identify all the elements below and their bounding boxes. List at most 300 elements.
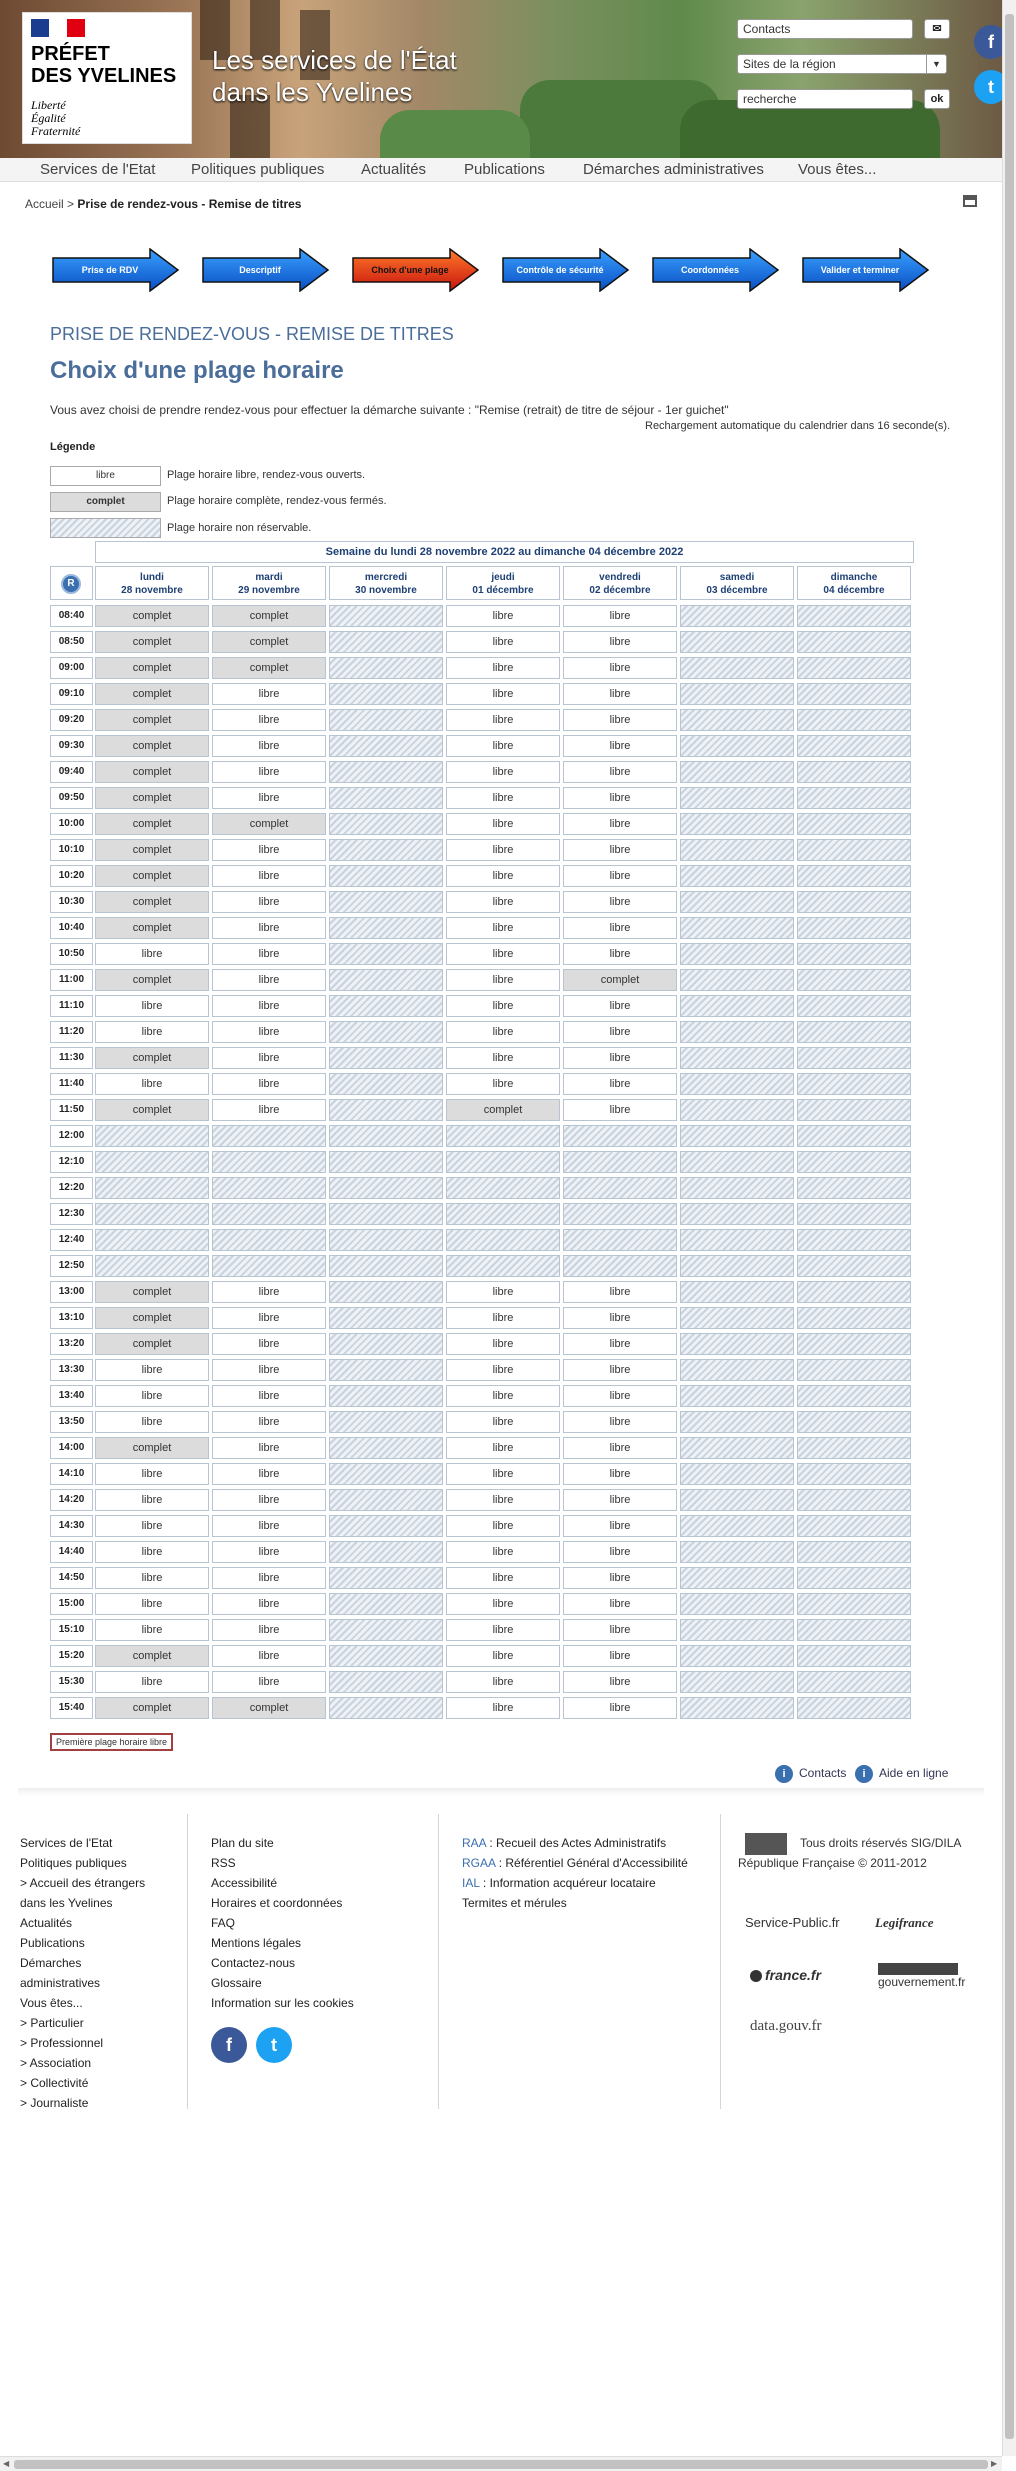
slot-libre[interactable]: libre: [563, 1385, 677, 1407]
slot-libre[interactable]: libre: [563, 1411, 677, 1433]
slot-nonres: [797, 995, 911, 1017]
slot-libre[interactable]: libre: [563, 1567, 677, 1589]
search-button[interactable]: ok: [924, 89, 950, 109]
slot-libre[interactable]: libre: [446, 917, 560, 939]
footer-nav-link[interactable]: Services de l'Etat: [20, 1836, 113, 1850]
footer-nav-link[interactable]: Démarches: [20, 1956, 82, 1970]
slot-libre[interactable]: libre: [563, 1671, 677, 1693]
slot-libre[interactable]: libre: [563, 1437, 677, 1459]
slot-nonres: [680, 1541, 794, 1563]
slot-libre[interactable]: libre: [563, 813, 677, 835]
footer-site-link[interactable]: Horaires et coordonnées: [211, 1896, 343, 1910]
slot-libre[interactable]: libre: [446, 1697, 560, 1719]
slot-nonres: [563, 1151, 677, 1173]
slot-libre[interactable]: libre: [446, 657, 560, 679]
slot-libre[interactable]: libre: [563, 1047, 677, 1069]
footer-divider: [438, 1814, 439, 2109]
step-2[interactable]: [202, 248, 330, 292]
footer-site-link[interactable]: Mentions légales: [211, 1936, 302, 1950]
footer-site-link[interactable]: Information sur les cookies: [211, 1996, 354, 2010]
slot-libre[interactable]: libre: [212, 1411, 326, 1433]
slot-libre[interactable]: libre: [95, 1411, 209, 1433]
slot-libre[interactable]: libre: [95, 1619, 209, 1641]
slot-libre[interactable]: libre: [446, 1567, 560, 1589]
slot-libre[interactable]: libre: [563, 1099, 677, 1121]
slot-complet: complet: [212, 605, 326, 627]
time-label: 12:40: [50, 1229, 93, 1251]
slot-complet: complet: [95, 1047, 209, 1069]
time-label: 14:20: [50, 1489, 93, 1511]
slot-libre[interactable]: libre: [95, 1021, 209, 1043]
slot-libre[interactable]: libre: [446, 1645, 560, 1667]
slot-libre[interactable]: libre: [212, 943, 326, 965]
slot-libre[interactable]: libre: [563, 1645, 677, 1667]
slot-libre[interactable]: libre: [446, 1593, 560, 1615]
slot-libre[interactable]: libre: [563, 1281, 677, 1303]
legend-text-complet: Plage horaire complète, rendez-vous fermés.: [167, 495, 387, 507]
slot-libre[interactable]: libre: [446, 1047, 560, 1069]
slot-nonres: [797, 1229, 911, 1251]
footer-nav-link[interactable]: > Association: [20, 2056, 92, 2070]
footer-info-text: : Référentiel Général d'Accessibilité: [495, 1856, 688, 1870]
step-1[interactable]: [52, 248, 180, 292]
slot-libre[interactable]: libre: [563, 1021, 677, 1043]
slot-nonres: [797, 1177, 911, 1199]
slot-nonres: [329, 1437, 443, 1459]
slot-libre[interactable]: libre: [563, 1359, 677, 1381]
slot-nonres: [680, 1593, 794, 1615]
slot-libre[interactable]: libre: [446, 1463, 560, 1485]
slot-nonres: [680, 1489, 794, 1511]
slot-libre[interactable]: libre: [95, 1385, 209, 1407]
slot-libre[interactable]: libre: [563, 943, 677, 965]
slot-libre[interactable]: libre: [446, 787, 560, 809]
slot-libre[interactable]: libre: [212, 683, 326, 705]
facebook-icon[interactable]: f: [974, 25, 1008, 59]
slot-nonres: [797, 631, 911, 653]
slot-libre[interactable]: libre: [212, 1073, 326, 1095]
slot-libre[interactable]: libre: [563, 735, 677, 757]
footer-site-link[interactable]: Accessibilité: [211, 1876, 278, 1890]
slot-libre[interactable]: libre: [446, 865, 560, 887]
prefecture-logo[interactable]: [22, 12, 192, 144]
day-header-lundi: [95, 566, 209, 600]
time-label: 13:00: [50, 1281, 93, 1303]
slot-libre[interactable]: libre: [95, 1515, 209, 1537]
slot-libre[interactable]: libre: [446, 1619, 560, 1641]
slot-libre[interactable]: libre: [446, 631, 560, 653]
slot-libre[interactable]: libre: [212, 761, 326, 783]
scroll-left-icon[interactable]: ◀: [3, 2459, 10, 2468]
slot-nonres: [329, 709, 443, 731]
day-date: 03 décembre: [706, 585, 768, 596]
slot-libre[interactable]: libre: [446, 813, 560, 835]
slot-libre[interactable]: libre: [446, 709, 560, 731]
slot-libre[interactable]: libre: [563, 605, 677, 627]
refresh-icon[interactable]: R: [61, 574, 81, 594]
slot-libre[interactable]: libre: [212, 735, 326, 757]
slot-nonres: [797, 1541, 911, 1563]
twitter-icon[interactable]: t: [256, 2027, 292, 2063]
step-6[interactable]: [802, 248, 930, 292]
slot-nonres: [329, 1177, 443, 1199]
slot-nonres: [680, 1021, 794, 1043]
slot-libre[interactable]: libre: [446, 1437, 560, 1459]
day-name: mardi: [255, 572, 283, 583]
slot-nonres: [680, 943, 794, 965]
footer-nav-link[interactable]: Vous êtes...: [20, 1996, 83, 2010]
slot-libre[interactable]: libre: [212, 1281, 326, 1303]
slot-nonres: [680, 1203, 794, 1225]
footer-info-link[interactable]: [462, 1893, 688, 1913]
slot-libre[interactable]: libre: [563, 1541, 677, 1563]
slot-nonres: [680, 1463, 794, 1485]
slot-libre[interactable]: libre: [563, 1593, 677, 1615]
day-name: dimanche: [830, 572, 878, 583]
slot-libre[interactable]: libre: [446, 1385, 560, 1407]
nav-demarches[interactable]: Démarches administratives: [583, 161, 764, 178]
time-label: 10:10: [50, 839, 93, 861]
footer-nav-link[interactable]: > Collectivité: [20, 2076, 89, 2090]
time-label: 09:30: [50, 735, 93, 757]
slot-libre[interactable]: libre: [446, 969, 560, 991]
day-header-vendredi: [563, 566, 677, 600]
slot-libre[interactable]: libre: [563, 891, 677, 913]
slot-nonres: [329, 657, 443, 679]
slot-nonres: [797, 657, 911, 679]
footer-nav-link[interactable]: > Accueil des étrangers: [20, 1876, 146, 1890]
slot-nonres: [329, 1203, 443, 1225]
slot-nonres: [797, 1021, 911, 1043]
slot-nonres: [446, 1151, 560, 1173]
slot-libre[interactable]: libre: [212, 1619, 326, 1641]
slot-complet: complet: [95, 605, 209, 627]
slot-libre[interactable]: libre: [95, 1463, 209, 1485]
slot-libre[interactable]: libre: [446, 1021, 560, 1043]
footer-site-link[interactable]: RSS: [211, 1856, 236, 1870]
slot-libre[interactable]: libre: [563, 631, 677, 653]
footer-nav-link[interactable]: > Journaliste: [20, 2096, 89, 2110]
day-date: 30 novembre: [355, 585, 417, 596]
slot-libre[interactable]: libre: [212, 709, 326, 731]
site-title[interactable]: Les services de l'État dans les Yvelines: [212, 45, 457, 107]
horizontal-scrollbar[interactable]: [0, 2456, 1002, 2471]
slot-libre[interactable]: libre: [563, 1515, 677, 1537]
slot-libre[interactable]: libre: [446, 839, 560, 861]
slot-libre[interactable]: libre: [563, 761, 677, 783]
footer-site-link[interactable]: Plan du site: [211, 1836, 274, 1850]
slot-libre[interactable]: libre: [563, 1307, 677, 1329]
slot-complet: complet: [95, 813, 209, 835]
slot-complet: complet: [95, 1333, 209, 1355]
slot-libre[interactable]: libre: [563, 683, 677, 705]
slot-nonres: [329, 1281, 443, 1303]
slot-libre[interactable]: libre: [446, 1073, 560, 1095]
calendar-corner: [50, 566, 93, 600]
header-banner: [0, 0, 1002, 158]
footer-info-link[interactable]: [462, 1853, 688, 1873]
slot-nonres: [329, 865, 443, 887]
slot-libre[interactable]: libre: [446, 1411, 560, 1433]
footer-nav-link[interactable]: Actualités: [20, 1916, 73, 1930]
slot-nonres: [446, 1125, 560, 1147]
slot-libre[interactable]: libre: [563, 787, 677, 809]
time-label: 12:10: [50, 1151, 93, 1173]
slot-libre[interactable]: libre: [563, 1697, 677, 1719]
print-icon[interactable]: [963, 195, 977, 207]
slot-nonres: [797, 1489, 911, 1511]
footer-info-text: : Information acquéreur locataire: [479, 1876, 656, 1890]
vertical-scrollbar-thumb[interactable]: [1005, 14, 1014, 2439]
slot-nonres: [680, 813, 794, 835]
slot-libre[interactable]: libre: [446, 943, 560, 965]
time-label: 14:10: [50, 1463, 93, 1485]
slot-libre[interactable]: libre: [212, 1463, 326, 1485]
slot-libre[interactable]: libre: [563, 657, 677, 679]
slot-libre[interactable]: libre: [212, 865, 326, 887]
slot-libre[interactable]: libre: [212, 1645, 326, 1667]
slot-nonres: [329, 1229, 443, 1251]
vertical-scrollbar[interactable]: [1002, 0, 1016, 2456]
footer-nav-link[interactable]: Publications: [20, 1936, 85, 1950]
slot-libre[interactable]: libre: [212, 1307, 326, 1329]
slot-libre[interactable]: libre: [95, 1359, 209, 1381]
slot-nonres: [797, 813, 911, 835]
slot-nonres: [797, 1645, 911, 1667]
slot-nonres: [680, 657, 794, 679]
slot-libre[interactable]: libre: [212, 1333, 326, 1355]
slot-libre[interactable]: libre: [95, 1593, 209, 1615]
twitter-icon[interactable]: t: [974, 70, 1008, 104]
slot-libre[interactable]: libre: [563, 865, 677, 887]
slot-nonres: [680, 839, 794, 861]
day-name: lundi: [140, 572, 164, 583]
slot-libre[interactable]: libre: [212, 1047, 326, 1069]
footer-nav-link[interactable]: > Professionnel: [20, 2036, 104, 2050]
slot-libre[interactable]: libre: [212, 891, 326, 913]
slot-libre[interactable]: libre: [563, 1619, 677, 1641]
time-label: 10:00: [50, 813, 93, 835]
footer-nav-link[interactable]: dans les Yvelines: [20, 1896, 113, 1910]
slot-libre[interactable]: libre: [563, 995, 677, 1017]
slot-libre[interactable]: libre: [563, 917, 677, 939]
slot-complet: complet: [95, 917, 209, 939]
time-label: 10:30: [50, 891, 93, 913]
slot-nonres: [329, 1593, 443, 1615]
day-header-mardi: [212, 566, 326, 600]
slot-nonres: [797, 1697, 911, 1719]
day-name: vendredi: [599, 572, 641, 583]
slot-complet: complet: [446, 1099, 560, 1121]
slot-libre[interactable]: libre: [563, 1333, 677, 1355]
slot-libre[interactable]: libre: [446, 995, 560, 1017]
slot-libre[interactable]: libre: [446, 1541, 560, 1563]
slot-libre[interactable]: libre: [446, 683, 560, 705]
slot-libre[interactable]: libre: [212, 1489, 326, 1511]
slot-libre[interactable]: libre: [212, 1385, 326, 1407]
footer-nav-link[interactable]: Politiques publiques: [20, 1856, 127, 1870]
slot-libre[interactable]: libre: [212, 1671, 326, 1693]
footer-col-info: [462, 1833, 688, 1913]
slot-nonres: [797, 1333, 911, 1355]
slot-nonres: [329, 1047, 443, 1069]
slot-nonres: [797, 1463, 911, 1485]
breadcrumb-home[interactable]: Accueil: [25, 197, 64, 211]
slot-nonres: [212, 1151, 326, 1173]
nav-vous-etes[interactable]: Vous êtes...: [798, 161, 877, 178]
slot-nonres: [680, 735, 794, 757]
footer-site-link[interactable]: Contactez-nous: [211, 1956, 296, 1970]
slot-nonres: [329, 605, 443, 627]
slot-libre[interactable]: libre: [95, 1073, 209, 1095]
slot-nonres: [797, 917, 911, 939]
footer-col-site: [211, 1833, 354, 2013]
horizontal-scrollbar-thumb[interactable]: [14, 2460, 988, 2469]
search-input[interactable]: recherche: [737, 89, 913, 109]
slot-nonres: [329, 1359, 443, 1381]
info-icon: i: [775, 1765, 793, 1783]
slot-libre[interactable]: libre: [446, 1359, 560, 1381]
slot-libre[interactable]: libre: [212, 1567, 326, 1589]
slot-libre[interactable]: libre: [446, 735, 560, 757]
first-free-slot-button[interactable]: Première plage horaire libre: [50, 1733, 173, 1751]
reload-countdown: Rechargement automatique du calendrier dans 16 seconde(s).: [645, 420, 951, 432]
slot-nonres: [680, 1697, 794, 1719]
online-help-link[interactable]: i Aide en ligne: [855, 1765, 948, 1783]
partner-france-fr[interactable]: france.fr: [750, 1967, 821, 1983]
footer-divider: [187, 1814, 188, 2109]
slot-nonres: [329, 1125, 443, 1147]
slot-nonres: [329, 1645, 443, 1667]
time-label: 11:10: [50, 995, 93, 1017]
time-label: 10:40: [50, 917, 93, 939]
slot-libre[interactable]: libre: [95, 943, 209, 965]
scroll-right-icon[interactable]: ▶: [991, 2459, 998, 2468]
slot-libre[interactable]: libre: [212, 1021, 326, 1043]
slot-nonres: [329, 1567, 443, 1589]
nav-services[interactable]: Services de l'Etat: [40, 161, 156, 178]
slot-libre[interactable]: libre: [563, 1489, 677, 1511]
footer-site-link[interactable]: FAQ: [211, 1916, 236, 1930]
time-label: 12:30: [50, 1203, 93, 1225]
slot-complet: complet: [212, 813, 326, 835]
contacts-help-link[interactable]: i Contacts: [775, 1765, 846, 1783]
time-label: 10:50: [50, 943, 93, 965]
slot-nonres: [329, 1021, 443, 1043]
slot-nonres: [95, 1177, 209, 1199]
time-label: 09:00: [50, 657, 93, 679]
slot-nonres: [329, 813, 443, 835]
slot-libre[interactable]: libre: [446, 1281, 560, 1303]
chevron-down-icon: ▼: [926, 55, 946, 73]
nav-politiques[interactable]: Politiques publiques: [191, 161, 325, 178]
slot-libre[interactable]: libre: [95, 995, 209, 1017]
slot-libre[interactable]: libre: [212, 1099, 326, 1121]
slot-libre[interactable]: libre: [95, 1671, 209, 1693]
slot-nonres: [329, 995, 443, 1017]
footer-info-text: : Recueil des Actes Administratifs: [486, 1836, 667, 1850]
slot-libre[interactable]: libre: [563, 839, 677, 861]
slot-libre[interactable]: libre: [212, 917, 326, 939]
nav-actualites[interactable]: Actualités: [361, 161, 427, 178]
step-4[interactable]: [502, 248, 630, 292]
slot-libre[interactable]: libre: [95, 1489, 209, 1511]
footer-info-link[interactable]: [462, 1873, 688, 1893]
footer-info-link[interactable]: [462, 1833, 688, 1853]
slot-libre[interactable]: libre: [563, 709, 677, 731]
slot-nonres: [680, 787, 794, 809]
slot-nonres: [680, 1619, 794, 1641]
partner-legifrance[interactable]: Legifrance: [875, 1915, 934, 1930]
slot-libre[interactable]: libre: [212, 995, 326, 1017]
slot-nonres: [680, 917, 794, 939]
slot-libre[interactable]: libre: [446, 761, 560, 783]
slot-libre[interactable]: libre: [446, 1307, 560, 1329]
step-label: Contrôle de sécurité: [516, 265, 604, 275]
time-label: 15:20: [50, 1645, 93, 1667]
slot-libre[interactable]: libre: [446, 1671, 560, 1693]
slot-nonres: [212, 1229, 326, 1251]
region-select[interactable]: Sites de la région ▼: [737, 54, 947, 74]
slot-libre[interactable]: libre: [95, 1541, 209, 1563]
slot-nonres: [563, 1229, 677, 1251]
step-5[interactable]: [652, 248, 780, 319]
slot-libre[interactable]: libre: [446, 605, 560, 627]
footer-site-link[interactable]: Glossaire: [211, 1976, 262, 1990]
partner-data-gouv[interactable]: data.gouv.fr: [750, 2018, 822, 2034]
slot-nonres: [797, 943, 911, 965]
slot-libre[interactable]: libre: [563, 1073, 677, 1095]
slot-complet: complet: [212, 1697, 326, 1719]
french-flag-icon: [31, 19, 85, 37]
slot-libre[interactable]: libre: [446, 1489, 560, 1511]
slot-libre[interactable]: libre: [446, 1333, 560, 1355]
slot-libre[interactable]: libre: [212, 1593, 326, 1615]
nav-publications[interactable]: Publications: [464, 161, 545, 178]
footer-nav-link[interactable]: > Particulier: [20, 2016, 84, 2030]
slot-libre[interactable]: libre: [212, 1541, 326, 1563]
slot-nonres: [680, 891, 794, 913]
slot-libre[interactable]: libre: [212, 787, 326, 809]
slot-nonres: [329, 735, 443, 757]
slot-libre[interactable]: libre: [212, 839, 326, 861]
slot-nonres: [797, 1255, 911, 1277]
slot-libre[interactable]: libre: [212, 1437, 326, 1459]
slot-libre[interactable]: libre: [446, 891, 560, 913]
contacts-link[interactable]: Contacts: [737, 19, 913, 39]
logo-title: PRÉFET DES YVELINES: [31, 43, 177, 87]
partner-service-public[interactable]: Service-Public.fr: [745, 1915, 840, 1930]
step-3[interactable]: [352, 248, 480, 292]
time-label: 11:40: [50, 1073, 93, 1095]
slot-nonres: [212, 1125, 326, 1147]
slot-libre[interactable]: libre: [446, 1515, 560, 1537]
slot-libre[interactable]: libre: [95, 1567, 209, 1589]
slot-libre[interactable]: libre: [212, 969, 326, 991]
day-name: samedi: [719, 572, 755, 583]
slot-nonres: [797, 1385, 911, 1407]
mail-icon[interactable]: ✉: [924, 19, 950, 39]
facebook-icon[interactable]: f: [211, 2027, 247, 2063]
slot-complet: complet: [95, 839, 209, 861]
slot-libre[interactable]: libre: [212, 1515, 326, 1537]
slot-complet: complet: [95, 1307, 209, 1329]
partner-gouvernement[interactable]: gouvernement.fr: [878, 1963, 958, 1989]
time-label: 09:20: [50, 709, 93, 731]
slot-libre[interactable]: libre: [212, 1359, 326, 1381]
footer-nav-link[interactable]: administratives: [20, 1976, 101, 1990]
slot-libre[interactable]: libre: [563, 1463, 677, 1485]
